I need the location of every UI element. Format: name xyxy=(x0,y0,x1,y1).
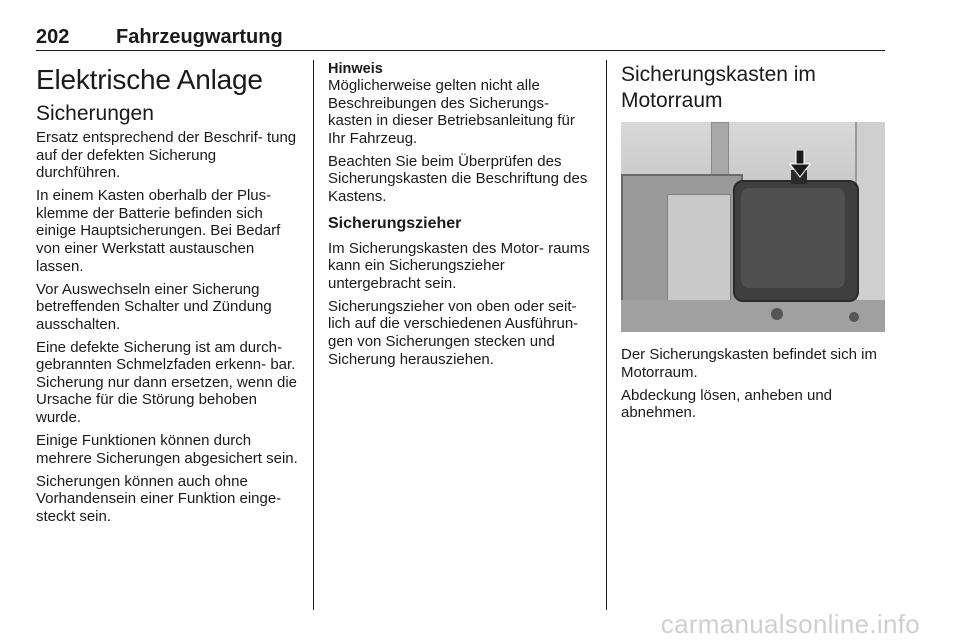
paragraph: Sicherungszieher von oben oder seit- lich auf die verschiedenen Ausführun- gen von Sicherungen stecken und Sicherung herausziehen. xyxy=(328,297,579,368)
page-header xyxy=(36,26,885,51)
section-title: Sicherungskasten im Motorraum xyxy=(621,63,816,112)
column-middle xyxy=(328,62,592,373)
column-left xyxy=(36,62,301,531)
paragraph: Sicherungen können auch ohne Vorhandensein einer Funktion einge- steckt sein. xyxy=(36,472,282,525)
battery-label-shape xyxy=(667,194,731,304)
paragraph: In einem Kasten oberhalb der Plus- klemme der Batterie befinden sich einige Hauptsicherungen. Bei Bedarf von einer Werkstatt austauschen lassen. xyxy=(36,187,281,275)
section-title: Elektrische Anlage xyxy=(36,64,263,95)
subsection-title: Sicherungszieher xyxy=(328,214,462,232)
page-number: 202 xyxy=(36,26,70,48)
paragraph: Vor Auswechseln einer Sicherung betreffenden Schalter und Zündung ausschalten. xyxy=(36,280,272,333)
column-divider xyxy=(606,60,607,610)
subsection-title: Sicherungen xyxy=(36,102,154,125)
paragraph: Im Sicherungskasten des Motor- raums kann ein Sicherungszieher untergebracht sein. xyxy=(328,239,590,292)
watermark-text: carmanualsonline.info xyxy=(660,609,920,639)
paragraph: Eine defekte Sicherung ist am durch- gebrannten Schmelzfaden erkenn- bar. Sicherung nur dann ersetzen, wenn die Ursache für die Störung behoben wurde. xyxy=(36,338,298,427)
note-paragraph: Möglicherweise gelten nicht alle Beschreibungen des Sicherungs- kasten in dieser Betriebsanleitung für Ihr Fahrzeug. xyxy=(328,77,575,147)
chapter-title: Fahrzeugwartung xyxy=(116,26,283,48)
bolt-shape xyxy=(771,308,783,320)
floor-shape xyxy=(621,300,885,332)
bolt-shape xyxy=(849,312,859,322)
down-arrow-icon xyxy=(789,150,811,178)
column-divider xyxy=(313,60,314,610)
paragraph: Einige Funktionen können durch mehrere Sicherungen abgesichert sein. xyxy=(36,432,298,467)
note-title: Hinweis xyxy=(328,61,383,77)
paragraph: Ersatz entsprechend der Beschrif- tung auf der defekten Sicherung durchführen. xyxy=(36,129,297,182)
engine-bay-photo xyxy=(621,122,885,332)
column-right xyxy=(621,62,886,427)
note-paragraph: Beachten Sie beim Überprüfen des Sicherungskasten die Beschriftung des Kastens. xyxy=(328,152,588,205)
fuse-box-cover xyxy=(741,188,845,288)
paragraph: Der Sicherungskasten befindet sich im Motorraum. xyxy=(621,346,877,381)
paragraph: Abdeckung lösen, anheben und abnehmen. xyxy=(621,386,833,422)
